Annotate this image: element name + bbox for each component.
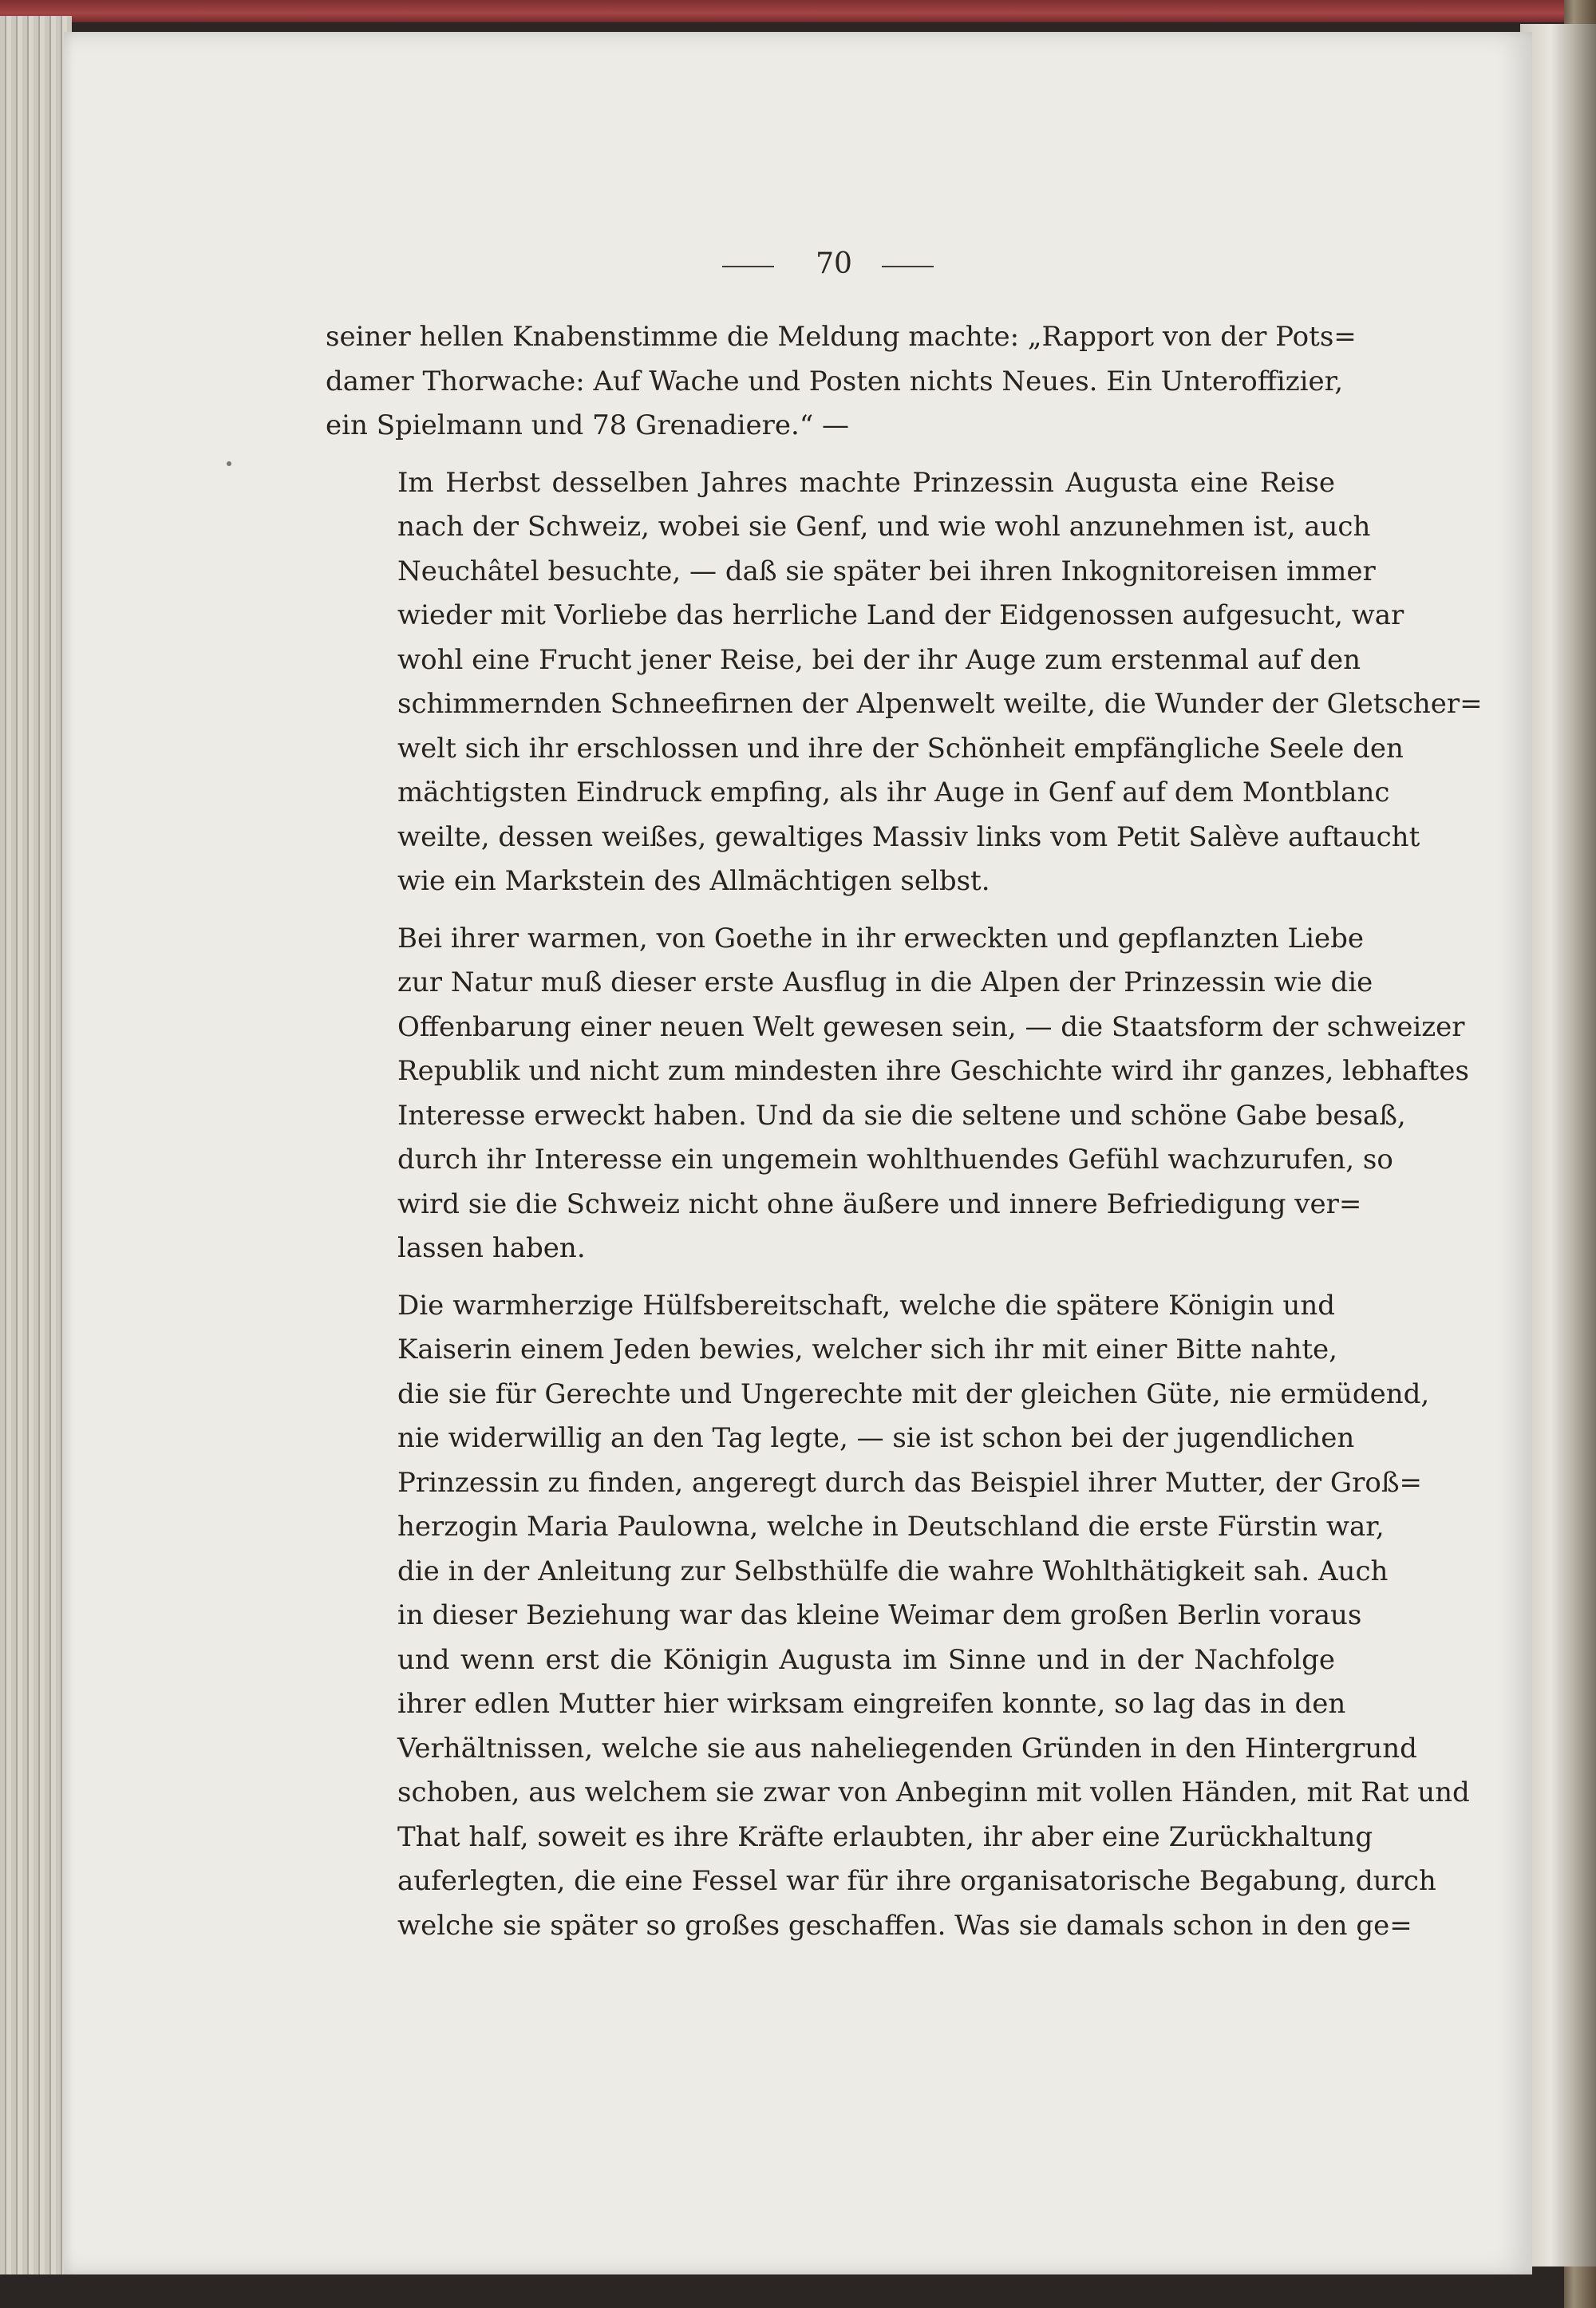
text-line: Die warmherzige Hülfsbereitschaft, welche die spätere Königin und <box>397 1289 1335 1322</box>
text-line: ihrer edlen Mutter hier wirksam eingreifen konnte, so lag das in den <box>397 1688 1346 1720</box>
text-line: nach der Schweiz, wobei sie Genf, und wie wohl anzunehmen ist, auch <box>397 511 1371 543</box>
text-line: wird sie die Schweiz nicht ohne äußere und innere Befriedigung ver= <box>397 1188 1362 1220</box>
text-line: mächtigsten Eindruck empfing, als ihr Auge in Genf auf dem Montblanc <box>397 777 1390 808</box>
paragraph-1 <box>326 315 1357 449</box>
text-line: auferlegten, die eine Fessel war für ihre organisatorische Begabung, durch <box>397 1865 1436 1897</box>
text-line: welche sie später so großes geschaffen. Was sie damals schon in den ge= <box>397 1909 1412 1942</box>
body-text <box>326 315 1483 1961</box>
text-line: und wenn erst die Königin Augusta im Sinne und in der Nachfolge <box>397 1643 1335 1676</box>
header-rule-left <box>722 266 774 267</box>
scan-background-top <box>0 0 1596 22</box>
text-line: ein Spielmann und 78 Grenadiere.“ — <box>326 409 850 441</box>
paragraph-3 <box>326 917 1469 1271</box>
text-line: die sie für Gerechte und Ungerechte mit der gleichen Güte, nie ermüdend, <box>397 1377 1430 1410</box>
text-line: seiner hellen Knabenstimme die Meldung machte: „Rapport von der Pots= <box>326 321 1357 353</box>
text-line: schoben, aus welchem sie zwar von Anbeginn mit vollen Händen, mit Rat und <box>397 1776 1470 1808</box>
book-page-edges-left <box>0 16 72 2274</box>
text-line: Verhältnissen, welche sie aus naheliegenden Gründen in den Hintergrund <box>397 1732 1417 1765</box>
paragraph-2 <box>326 461 1483 904</box>
text-line: durch ihr Interesse ein ungemein wohlthuendes Gefühl wachzurufen, so <box>397 1144 1393 1176</box>
text-line: nie widerwillig an den Tag legte, — sie ist schon bei der jugendlichen <box>397 1422 1355 1454</box>
text-line: Kaiserin einem Jeden bewies, welcher sich ihr mit einer Bitte nahte, <box>397 1334 1337 1365</box>
text-line: Neuchâtel besuchte, — daß sie später bei ihren Inkognitoreisen immer <box>397 555 1376 587</box>
text-line: wieder mit Vorliebe das herrliche Land der Eidgenossen aufgesucht, war <box>397 599 1404 631</box>
text-line: Offenbarung einer neuen Welt gewesen sein, — die Staatsform der schweizer <box>397 1010 1465 1043</box>
text-line: wohl eine Frucht jener Reise, bei der ihr Auge zum erstenmal auf den <box>397 643 1361 676</box>
text-line: damer Thorwache: Auf Wache und Posten nichts Neues. Ein Unteroffizier, <box>326 365 1343 397</box>
text-line: wie ein Markstein des Allmächtigen selbst. <box>397 865 990 897</box>
text-line: herzogin Maria Paulowna, welche in Deutschland die erste Fürstin war, <box>397 1511 1385 1543</box>
text-line: zur Natur muß dieser erste Ausflug in die Alpen der Prinzessin wie die <box>397 966 1373 998</box>
header-rule-right <box>882 266 934 267</box>
text-line: Im Herbst desselben Jahres machte Prinzessin Augusta eine Reise <box>397 466 1335 499</box>
text-line: die in der Anleitung zur Selbsthülfe die wahre Wohlthätigkeit sah. Auch <box>397 1555 1389 1587</box>
text-line: Republik und nicht zum mindesten ihre Geschichte wird ihr ganzes, lebhaftes <box>397 1055 1469 1087</box>
text-line: Interesse erweckt haben. Und da sie die seltene und schöne Gabe besaß, <box>397 1099 1406 1132</box>
text-line: Prinzessin zu finden, angeregt durch das Beispiel ihrer Mutter, der Groß= <box>397 1466 1423 1499</box>
text-line: in dieser Beziehung war das kleine Weimar dem großen Berlin voraus <box>397 1599 1362 1631</box>
page-header <box>722 247 962 287</box>
text-line: Bei ihrer warmen, von Goethe in ihr erweckten und gepflanzten Liebe <box>397 922 1364 954</box>
page-number: 70 <box>816 247 852 280</box>
text-line: weilte, dessen weißes, gewaltiges Massiv links vom Petit Salève auftaucht <box>397 820 1420 853</box>
text-line: welt sich ihr erschlossen und ihre der Schönheit empfängliche Seele den <box>397 732 1404 765</box>
text-line: lassen haben. <box>397 1232 586 1264</box>
text-line: schimmernden Schneefirnen der Alpenwelt weilte, die Wunder der Gletscher= <box>397 688 1483 720</box>
text-line: That half, soweit es ihre Kräfte erlaubten, ihr aber eine Zurückhaltung <box>397 1820 1373 1853</box>
paper-speck <box>227 461 231 466</box>
paragraph-4 <box>326 1284 1470 1949</box>
